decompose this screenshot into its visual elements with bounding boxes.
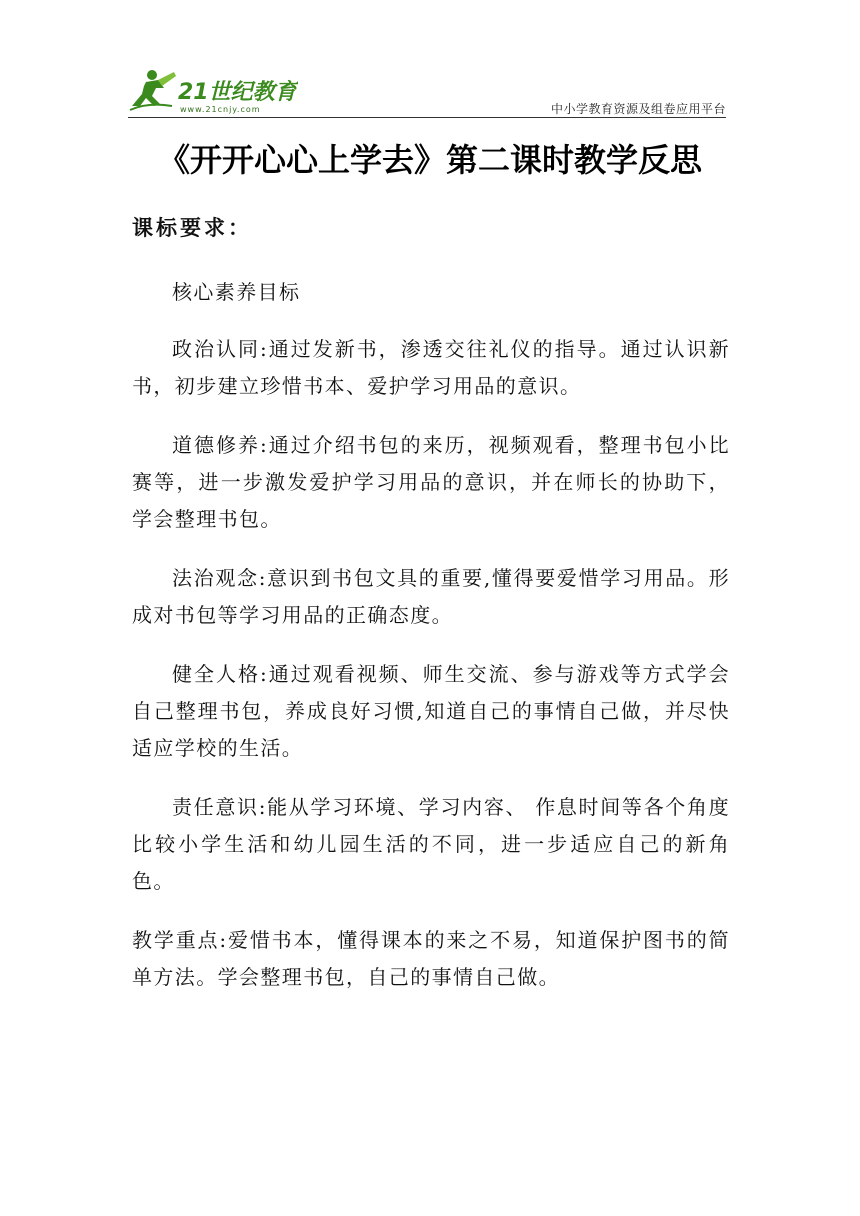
runner-logo-icon xyxy=(128,66,298,116)
logo-wordmark: 21世纪教育 xyxy=(178,80,297,105)
section-heading: 课标要求： xyxy=(132,216,252,240)
page-header xyxy=(128,66,726,118)
document-body xyxy=(132,274,730,1018)
header-slogan: 中小学教育资源及组卷应用平台 xyxy=(550,102,726,116)
paragraph-political-identity: 政治认同:通过发新书，渗透交往礼仪的指导。通过认识新书，初步建立珍惜书本、爱护学习用品的意识。 xyxy=(132,337,730,398)
site-logo xyxy=(128,66,298,116)
paragraph-responsibility: 责任意识:能从学习环境、学习内容、 作息时间等各个角度比较小学生活和幼儿园生活的不同，进一步适应自己的新角色。 xyxy=(132,795,730,893)
paragraph-moral-cultivation: 道德修养:通过介绍书包的来历，视频观看，整理书包小比赛等，进一步激发爱护学习用品的意识，并在师长的协助下，学会整理书包。 xyxy=(132,433,730,531)
paragraph-rule-of-law: 法治观念:意识到书包文具的重要,懂得要爱惜学习用品。形成对书包等学习用品的正确态度。 xyxy=(132,566,730,627)
document-title: 《开开心心上学去》第二课时教学反思 xyxy=(157,141,702,179)
paragraph-teaching-focus: 教学重点:爱惜书本，懂得课本的来之不易，知道保护图书的简单方法。学会整理书包，自己的事情自己做。 xyxy=(132,928,730,989)
paragraph-core-literacy: 核心素养目标 xyxy=(172,280,301,304)
logo-url: www.21cnjy.com xyxy=(180,105,261,114)
header-divider xyxy=(128,117,726,118)
paragraph-healthy-personality: 健全人格:通过观看视频、师生交流、参与游戏等方式学会自己整理书包，养成良好习惯,知道自己的事情自己做，并尽快适应学校的生活。 xyxy=(132,662,730,760)
